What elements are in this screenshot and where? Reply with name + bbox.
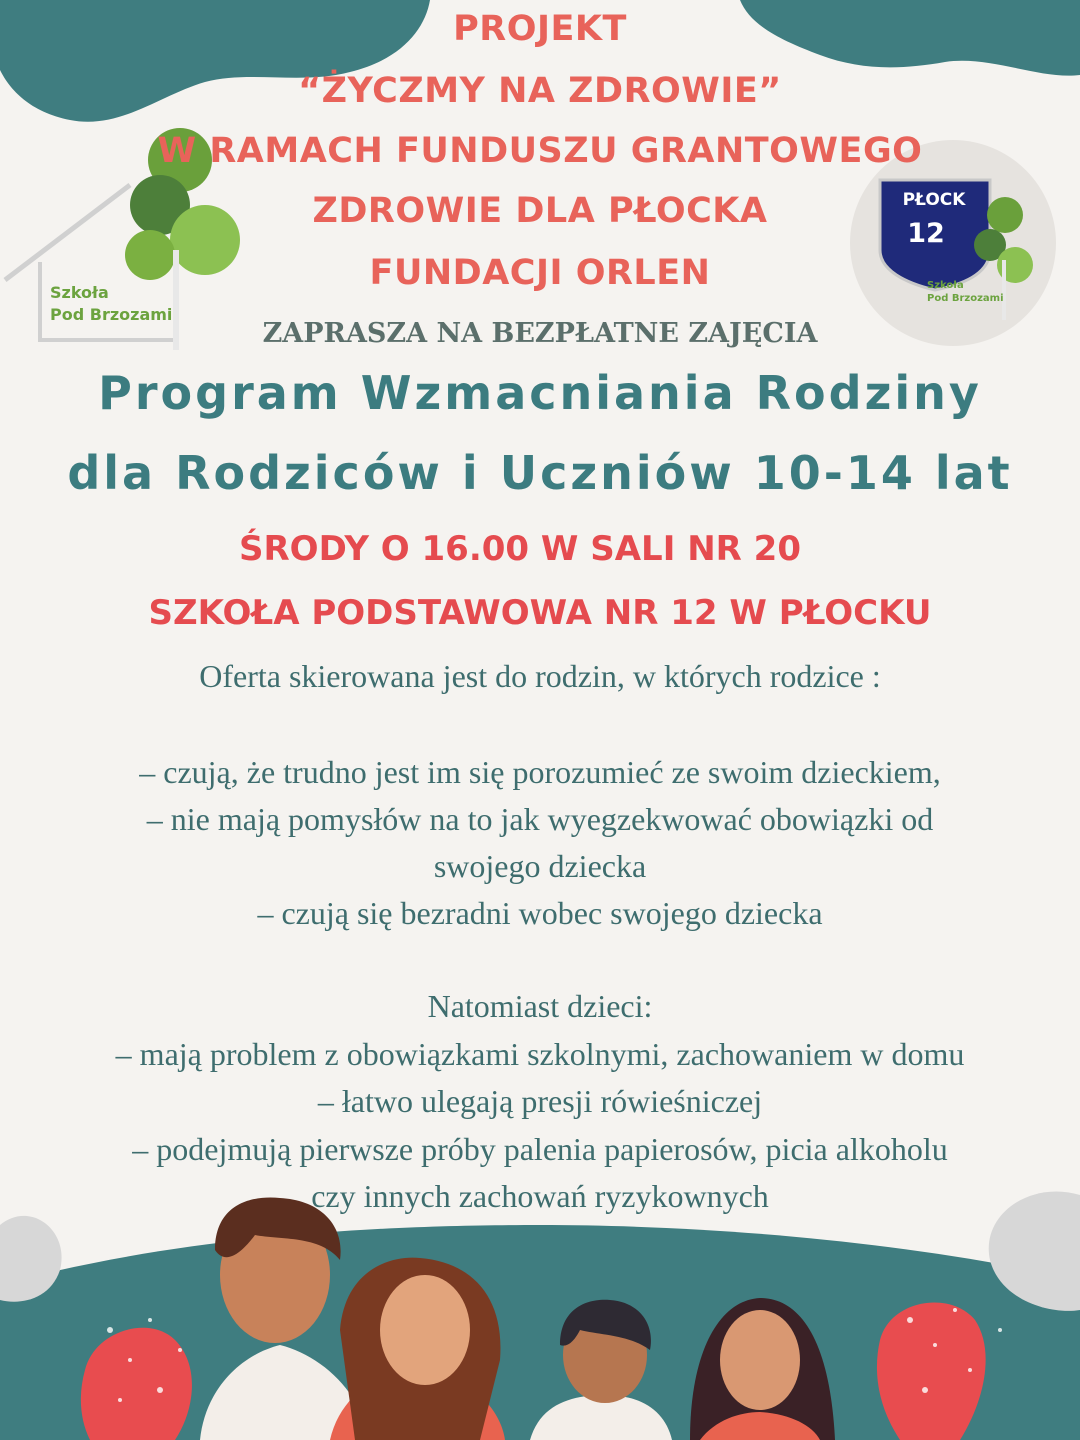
parents-item-2-cont: swojego dziecka — [433, 848, 647, 884]
schedule-line: ŚRODY O 16.00 W SALI NR 20 — [239, 529, 801, 569]
logo-right-line2: Pod Brzozami — [927, 293, 1004, 304]
children-item-1: – mają problem z obowiązkami szkolnymi, zachowaniem w domu — [115, 1036, 965, 1072]
shield-number: 12 — [907, 218, 945, 249]
logo-right-line1: Szkoła — [927, 280, 964, 291]
header-line-project: PROJEKT — [453, 9, 627, 49]
children-intro: Natomiast dzieci: — [427, 988, 653, 1024]
children-item-3: – podejmują pierwsze próby palenia papierosów, picia alkoholu — [132, 1131, 948, 1167]
shield-city: PŁOCK — [902, 190, 966, 210]
location-line: SZKOŁA PODSTAWOWA NR 12 W PŁOCKU — [148, 593, 932, 633]
logo-left-line1: Szkoła — [50, 283, 109, 302]
invite-line: ZAPRASZA NA BEZPŁATNE ZAJĘCIA — [262, 318, 818, 349]
program-subtitle: dla Rodziców i Uczniów 10-14 lat — [67, 446, 1013, 500]
header-line-health: ZDROWIE DLA PŁOCKA — [312, 191, 768, 231]
children-item-2: – łatwo ulegają presji rówieśniczej — [317, 1083, 763, 1119]
children-item-3-cont: czy innych zachowań ryzykownych — [311, 1178, 769, 1214]
logo-right-text — [927, 279, 1004, 305]
logo-left-line2: Pod Brzozami — [50, 305, 173, 324]
parents-item-1: – czują, że trudno jest im się porozumieć ze swoim dzieckiem, — [139, 754, 941, 790]
header-line-title: “ŻYCZMY NA ZDROWIE” — [298, 71, 782, 111]
parents-item-2: – nie mają pomysłów na to jak wyegzekwować obowiązki od — [146, 801, 934, 837]
parents-item-3: – czują się bezradni wobec swojego dziecka — [257, 895, 823, 931]
header-line-fund: W RAMACH FUNDUSZU GRANTOWEGO — [157, 131, 923, 171]
offer-intro: Oferta skierowana jest do rodzin, w których rodzice : — [199, 658, 881, 694]
header-line-foundation: FUNDACJI ORLEN — [369, 253, 711, 293]
program-title: Program Wzmacniania Rodziny — [98, 366, 982, 420]
